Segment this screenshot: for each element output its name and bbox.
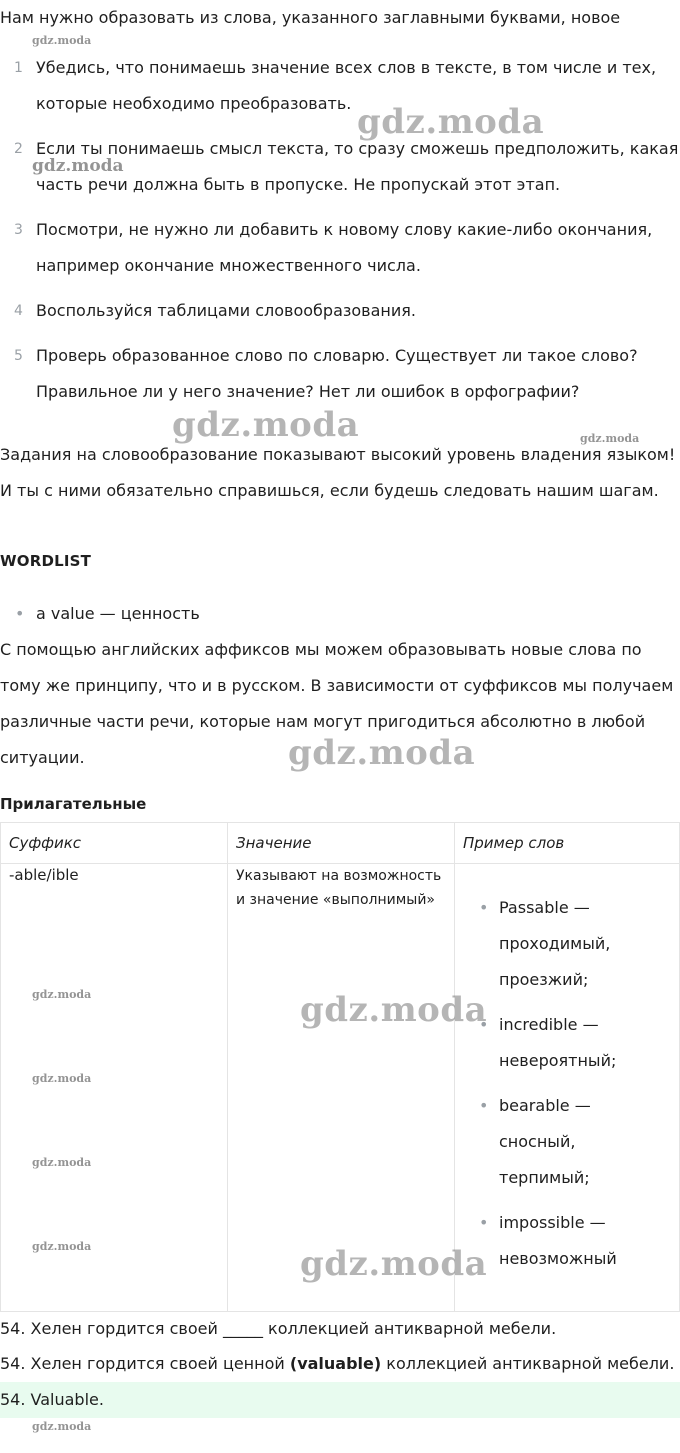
suffix-table — [0, 822, 680, 1312]
watermark-small: gdz.moda — [32, 988, 92, 1001]
table-row — [1, 864, 680, 1312]
example-item: • incredible — невероятный; — [499, 1007, 671, 1079]
step-number: 3 — [14, 222, 23, 238]
step-number: 1 — [14, 60, 23, 76]
step-text: Воспользуйся таблицами словообразования. — [36, 301, 416, 320]
watermark-small: gdz.moda — [32, 1072, 92, 1085]
intro-text: Нам нужно образовать из слова, указанного заглавными буквами, новое — [0, 8, 621, 27]
answer-text: 54. Valuable. — [0, 1382, 680, 1418]
list-item — [0, 212, 680, 284]
step-number: 2 — [14, 141, 23, 157]
examples-list — [463, 890, 671, 1277]
question-filled-word: (valuable) — [289, 1354, 382, 1373]
watermark-small: gdz.moda — [32, 34, 92, 47]
examples-cell — [455, 864, 680, 1312]
question-filled-before: 54. Хелен гордится своей ценной — [0, 1354, 290, 1373]
list-item — [0, 293, 680, 329]
watermark-small: gdz.moda — [32, 1240, 92, 1253]
table-header-row — [1, 823, 680, 864]
step-text: Посмотри, не нужно ли добавить к новому слову какие-либо окончания, например окончание множественного числа. — [36, 220, 653, 275]
list-item — [0, 50, 680, 122]
list-item — [0, 131, 680, 203]
column-header-examples: Пример слов — [455, 823, 680, 864]
watermark-small: gdz.moda — [32, 1156, 92, 1169]
step-number: 4 — [14, 303, 23, 319]
watermark-big: gdz.moda — [300, 1244, 488, 1284]
column-header-suffix: Суффикс — [1, 823, 228, 864]
question-text: 54. Хелен гордится своей _____ коллекцией антикварной мебели. — [0, 1319, 557, 1338]
example-item: • bearable — сносный, терпимый; — [499, 1088, 671, 1196]
step-number: 5 — [14, 348, 23, 364]
question-filled-after: коллекцией антикварной мебели. — [381, 1354, 675, 1373]
suffix-cell: -able/ible — [1, 864, 228, 1312]
watermark-big: gdz.moda — [288, 733, 476, 773]
watermark-small: gdz.moda — [32, 1420, 92, 1433]
list-item — [0, 338, 680, 410]
example-item: • Passable — проходимый, проезжий; — [499, 890, 671, 998]
steps-list — [0, 50, 680, 419]
watermark-small: gdz.moda — [580, 432, 640, 445]
meaning-cell: Указывают на возможность и значение «выполнимый» — [228, 864, 455, 1312]
wordlist — [0, 596, 200, 632]
step-text: Проверь образованное слово по словарю. Существует ли такое слово? Правильное ли у него значение? Нет ли ошибок в орфографии? — [36, 346, 638, 401]
adjectives-heading: Прилагательные — [0, 795, 147, 813]
step-text: Убедись, что понимаешь значение всех слов в тексте, в том числе и тех, которые необходимо преобразовать. — [36, 58, 657, 113]
wordlist-item: • a value — ценность — [0, 596, 200, 632]
affix-text: С помощью английских аффиксов мы можем образовывать новые слова по тому же принципу, что и в русском. В зависимости от суффиксов мы получаем различные части речи, которые нам могут пригодиться абсолютно в любой ситуации. — [0, 640, 674, 767]
watermark-big: gdz.moda — [172, 405, 360, 445]
wordlist-heading: WORDLIST — [0, 552, 92, 570]
step-text: Если ты понимаешь смысл текста, то сразу сможешь предположить, какая часть речи должна быть в пропуске. Не пропускай этот этап. — [36, 139, 679, 194]
closing-text: Задания на словообразование показывают высокий уровень владения языком! И ты с ними обязательно справишься, если будешь следовать нашим шагам. — [0, 445, 676, 500]
example-item: • impossible — невозможный — [499, 1205, 671, 1277]
column-header-meaning: Значение — [228, 823, 455, 864]
question-filled-text — [0, 1346, 680, 1382]
watermark-small: gdz.moda — [32, 156, 124, 176]
watermark-big: gdz.moda — [300, 990, 488, 1030]
watermark-big: gdz.moda — [357, 102, 545, 142]
